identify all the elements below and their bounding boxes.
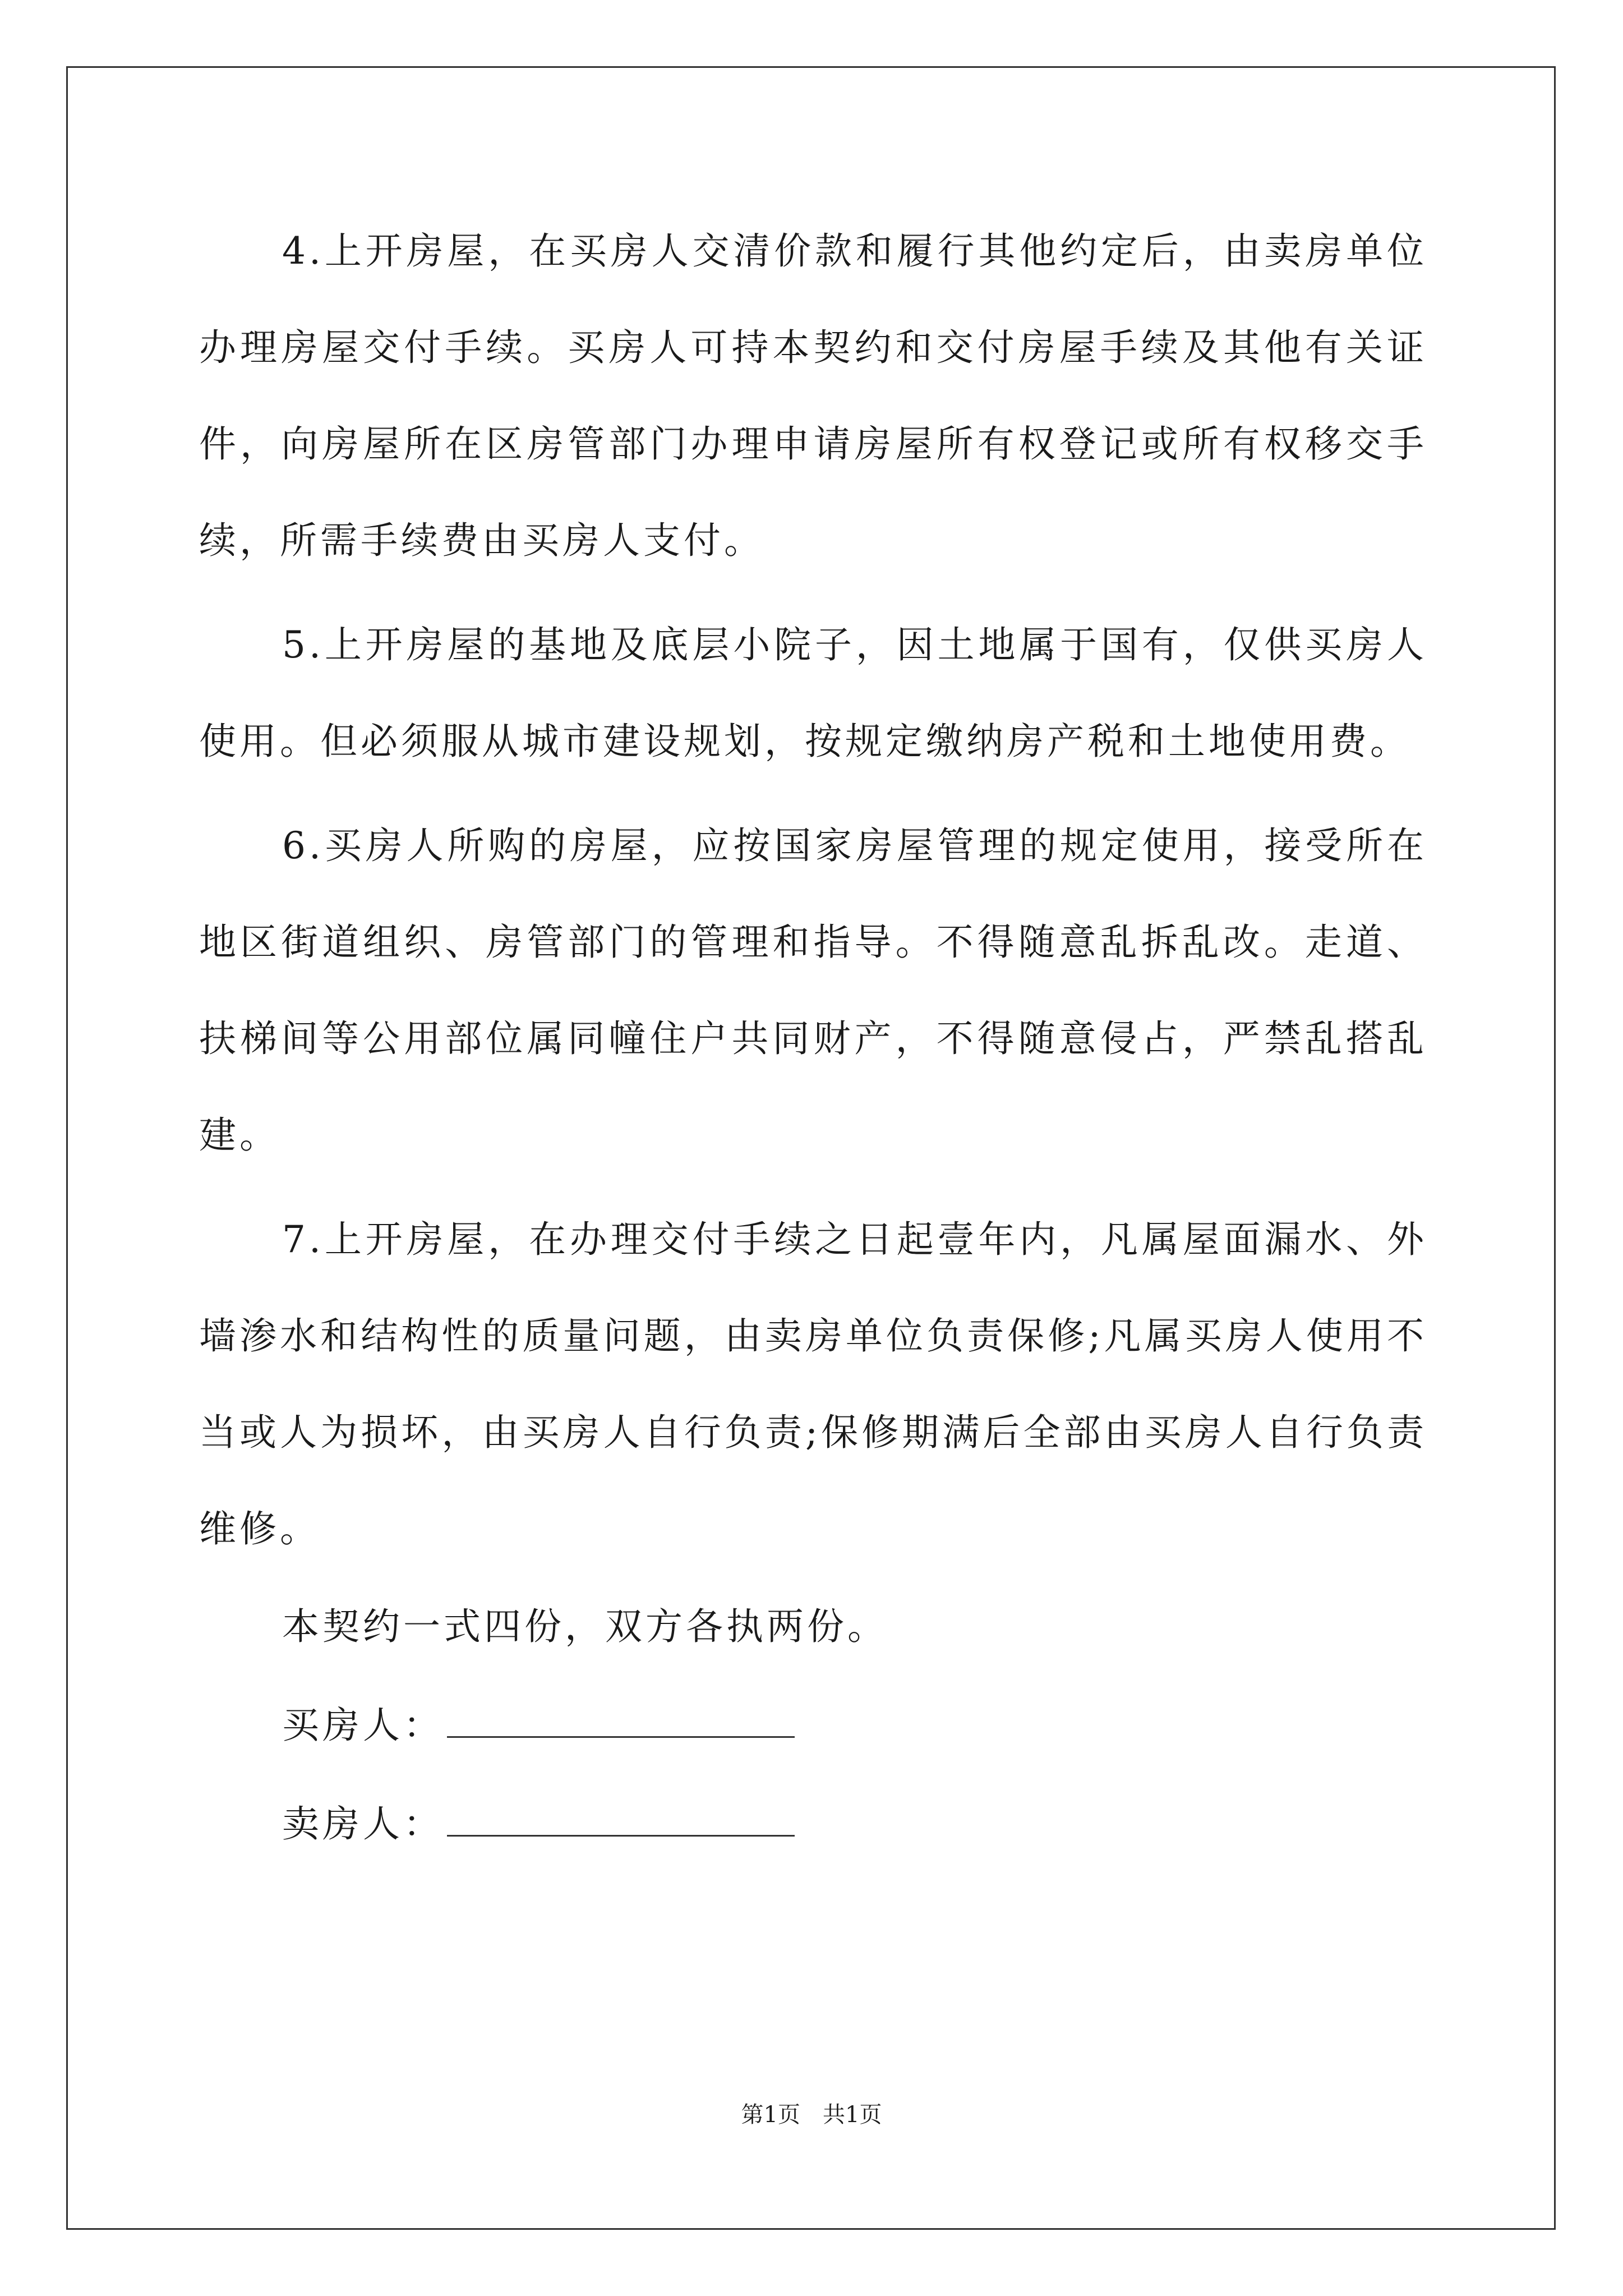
page-number: 第1页 共1页	[741, 2102, 882, 2128]
document-body	[199, 203, 1427, 1874]
clause-7: 7.上开房屋，在办理交付手续之日起壹年内，凡属屋面漏水、外墙渗水和结构性的质量问题，由卖房单位负责保修;凡属买房人使用不当或人为损坏，由买房人自行负责;保修期满后全部由买房人自行负责维修。	[199, 1218, 1427, 1550]
seller-label: 卖房人：	[282, 1802, 444, 1846]
copies-note: 本契约一式四份，双方各执两份。	[282, 1605, 888, 1648]
clause-6: 6.买房人所购的房屋，应按国家房屋管理的规定使用，接受所在地区街道组织、房管部门的管理和指导。不得随意乱拆乱改。走道、扶梯间等公用部位属同幢住户共同财产，不得随意侵占，严禁乱搭乱建。	[199, 824, 1427, 1157]
buyer-signature-line	[447, 1735, 795, 1738]
buyer-signature-row	[199, 1676, 1427, 1775]
seller-signature-line	[447, 1834, 795, 1837]
clause-5: 5.上开房屋的基地及底层小院子，因土地属于国有，仅供买房人使用。但必须服从城市建设规划，按规定缴纳房产税和土地使用费。	[199, 623, 1427, 763]
seller-signature-row	[199, 1775, 1427, 1874]
buyer-label: 买房人：	[282, 1704, 444, 1747]
clause-4: 4.上开房屋，在买房人交清价款和履行其他约定后，由卖房单位办理房屋交付手续。买房人可持本契约和交付房屋手续及其他有关证件，向房屋所在区房管部门办理申请房屋所有权登记或所有权移交手续，所需手续费由买房人支付。	[199, 229, 1427, 562]
